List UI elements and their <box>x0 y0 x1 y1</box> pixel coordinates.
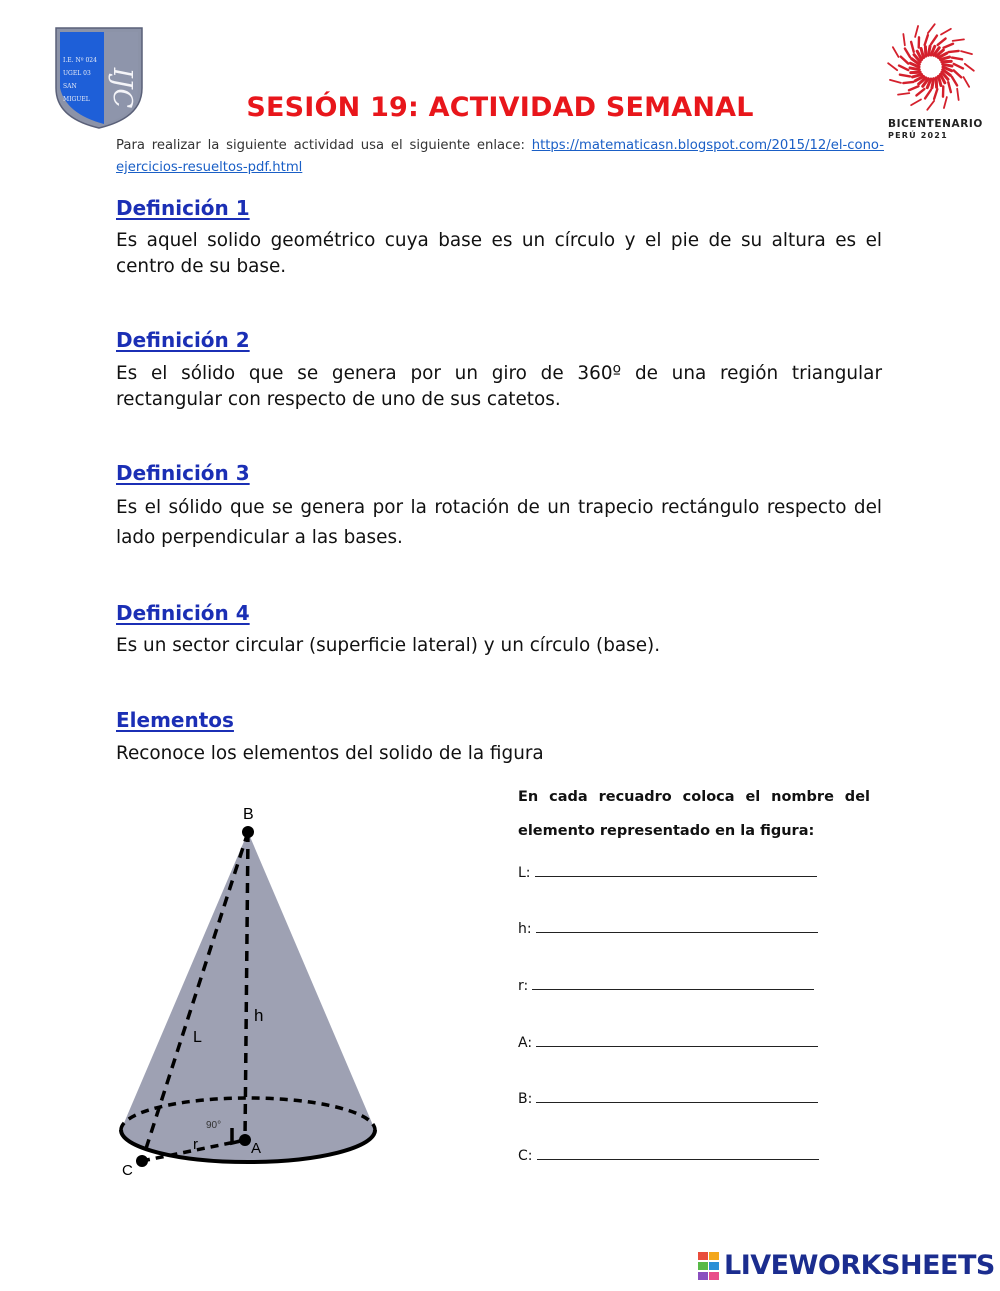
sun-ray <box>898 93 909 94</box>
worksheet-instruction: En cada recuadro coloca el nombre del elemento representado en la figura: <box>518 789 870 839</box>
page-title: SESIÓN 19: ACTIVIDAD SEMANAL <box>246 92 754 123</box>
point-C <box>136 1155 148 1167</box>
sun-ray <box>943 64 952 66</box>
liveworksheets-tiles-icon <box>698 1252 720 1280</box>
elements-instruction: Reconoce los elementos del solido de la figura <box>116 743 544 764</box>
bicentenario-sun-icon <box>886 22 976 112</box>
sun-ray <box>944 44 953 48</box>
crest-line-4: MIGUEL <box>63 96 90 103</box>
sun-ray <box>893 47 899 57</box>
crest-letters: IJC <box>107 67 137 109</box>
label-C: C <box>122 1162 133 1179</box>
sun-ray <box>903 82 913 83</box>
answer-field-r[interactable] <box>532 975 814 990</box>
sun-ray <box>890 80 901 83</box>
definition-1-heading: Definición 1 <box>116 196 250 220</box>
sun-ray <box>932 79 934 88</box>
center-A-point <box>239 1134 251 1146</box>
sun-ray <box>901 57 909 64</box>
answer-field-C[interactable] <box>537 1145 819 1160</box>
sun-ray <box>915 26 918 37</box>
sun-ray <box>925 35 928 45</box>
answer-row-C <box>518 1145 819 1165</box>
sun-ray <box>952 58 962 60</box>
answer-row-A <box>518 1032 818 1052</box>
definition-3-heading: Definición 3 <box>116 461 250 485</box>
sun-ray <box>928 24 935 33</box>
definition-2-heading: Definición 2 <box>116 328 250 352</box>
sun-ray <box>899 66 908 71</box>
intro-text: Para realizar la siguiente actividad usa el siguiente enlace: <box>116 138 532 153</box>
answer-row-B <box>518 1088 818 1108</box>
sun-ray <box>963 77 969 87</box>
sun-ray <box>953 39 964 40</box>
bicentenario-logo <box>886 22 984 142</box>
intro-paragraph <box>116 135 884 179</box>
sun-ray <box>954 64 963 69</box>
sun-ray <box>961 51 972 54</box>
sun-ray <box>927 101 934 110</box>
sun-ray <box>931 36 937 44</box>
answer-field-L[interactable] <box>535 862 817 877</box>
answer-field-A[interactable] <box>536 1032 818 1047</box>
bicentenario-title: BICENTENARIO <box>888 118 983 130</box>
answer-field-h[interactable] <box>536 918 818 933</box>
sun-ray <box>948 51 958 52</box>
vertex-B-point <box>242 826 254 838</box>
label-B: B <box>243 806 254 823</box>
sun-ray <box>941 29 951 35</box>
crest-line-1: I.E. Nº 024 <box>63 57 97 64</box>
sun-ray <box>957 89 958 100</box>
sun-ray <box>909 86 918 90</box>
answer-label-A: A: <box>518 1035 533 1051</box>
sun-ray <box>944 97 947 108</box>
label-L: L <box>193 1029 202 1046</box>
bicentenario-year: PERÚ 2021 <box>888 131 948 140</box>
label-h: h <box>254 1006 264 1025</box>
school-crest-logo <box>54 26 144 130</box>
crest-line-3: SAN <box>63 83 77 90</box>
label-r: r <box>193 1136 198 1153</box>
label-angle: 90° <box>206 1120 222 1131</box>
liveworksheets-brand: LIVEWORKSHEETS <box>724 1250 995 1281</box>
elements-heading: Elementos <box>116 708 234 732</box>
answer-row-h <box>518 918 818 938</box>
sun-ray <box>925 90 931 98</box>
definition-4-heading: Definición 4 <box>116 601 250 625</box>
sun-ray <box>938 39 946 45</box>
answer-row-L <box>518 862 817 882</box>
definition-3-text: Es el sólido que se genera por la rotación de un trapecio rectángulo respecto del lado perpendicular a las bases. <box>116 497 882 548</box>
definition-4-text: Es un sector circular (superficie lateral) y un círculo (base). <box>116 635 661 656</box>
answer-label-L: L: <box>518 865 531 881</box>
sun-ray <box>948 82 951 92</box>
answer-label-C: C: <box>518 1148 533 1164</box>
sun-ray <box>903 34 904 45</box>
sun-ray <box>928 46 930 55</box>
answer-field-B[interactable] <box>536 1088 818 1103</box>
sun-ray <box>911 99 921 105</box>
answer-label-h: h: <box>518 921 532 937</box>
sun-ray <box>954 70 962 77</box>
sun-ray <box>911 42 914 52</box>
sun-ray <box>952 77 957 86</box>
crest-line-2: UGEL 03 <box>63 70 91 77</box>
answer-label-r: r: <box>518 978 529 994</box>
cone-figure <box>110 795 410 1195</box>
sun-ray <box>888 63 897 70</box>
definition-1-text: Es aquel solido geométrico cuya base es un círculo y el pie de su altura es el centro de su base. <box>116 230 882 277</box>
definition-2-text: Es el sólido que se genera por un giro de 360º de una región triangular rectangular con respecto de uno de sus catetos. <box>116 363 882 410</box>
sun-ray <box>900 75 910 77</box>
sun-ray <box>905 49 910 58</box>
sun-ray <box>910 68 919 70</box>
label-A: A <box>251 1140 262 1157</box>
resource-link[interactable]: https://matematicasn.blogspot.com/2015/12/el-cono-ejercicios-resueltos-pdf.html <box>116 138 884 175</box>
sun-ray <box>916 89 924 95</box>
answer-label-B: B: <box>518 1091 533 1107</box>
liveworksheets-logo <box>698 1250 995 1286</box>
sun-ray <box>965 64 974 71</box>
sun-ray <box>934 89 937 99</box>
answer-row-r <box>518 975 814 995</box>
